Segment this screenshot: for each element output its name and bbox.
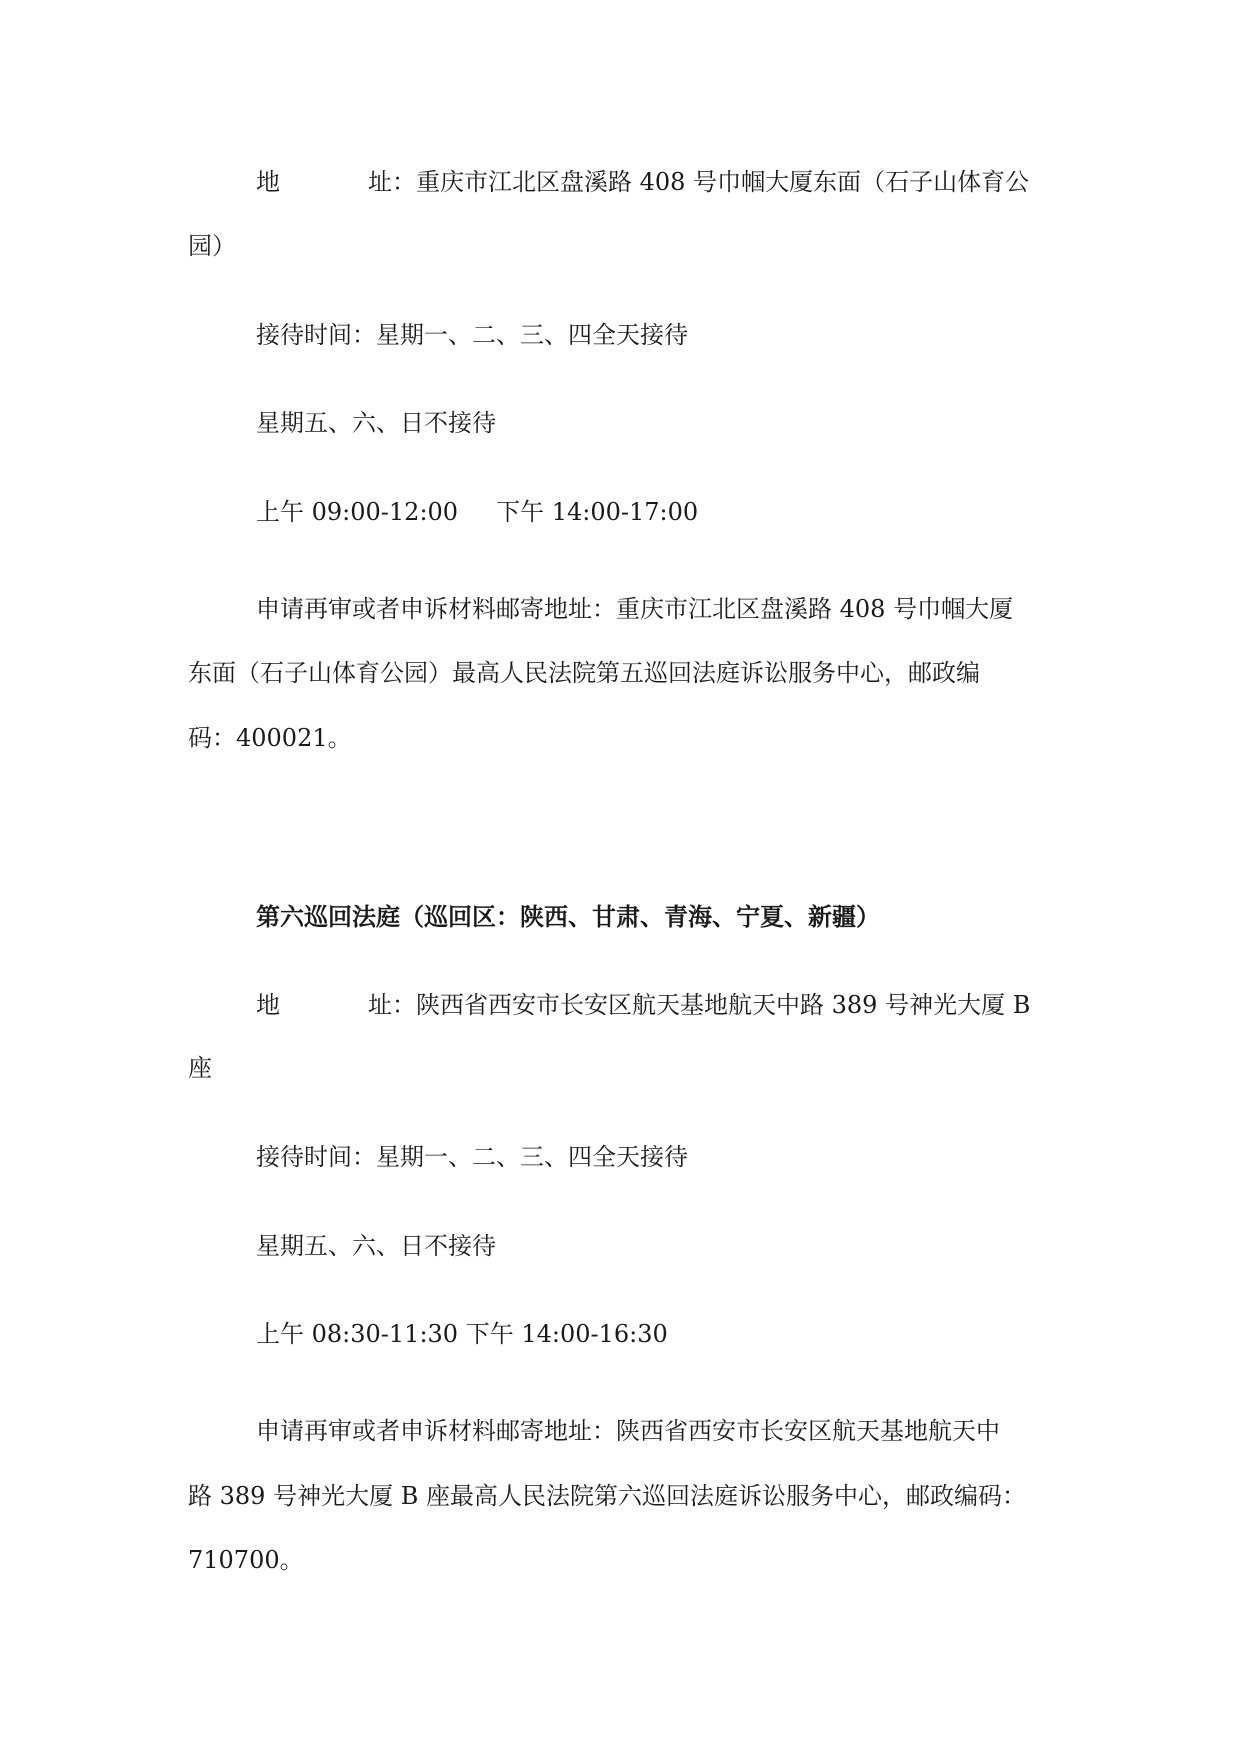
mail-address-line-3: 710700。 [188, 1546, 304, 1574]
section-heading: 第六巡回法庭（巡回区：陕西、甘肃、青海、宁夏、新疆） [256, 902, 880, 931]
address-line [256, 989, 1030, 1021]
address-label-char-2: 址： [368, 991, 416, 1019]
mail-address-line-3: 码：400021。 [188, 724, 352, 752]
closed-days: 星期五、六、日不接待 [256, 1232, 496, 1260]
afternoon-hours: 下午 14:00-17:00 [496, 498, 699, 526]
address-label-char-1: 地 [256, 991, 280, 1019]
address-continuation: 座 [188, 1054, 212, 1082]
address-continuation: 园） [188, 232, 236, 260]
address-text: 重庆市江北区盘溪路 408 号巾帼大厦东面（石子山体育公 [416, 168, 1030, 196]
reception-hours [256, 496, 698, 528]
address-label-char-2: 址： [368, 168, 416, 196]
morning-hours: 上午 09:00-12:00 [256, 498, 459, 526]
closed-days: 星期五、六、日不接待 [256, 409, 496, 437]
mail-address-line-2: 东面（石子山体育公园）最高人民法院第五巡回法庭诉讼服务中心，邮政编 [188, 659, 980, 687]
address-line [256, 166, 1029, 198]
mail-address-line-1: 申请再审或者申诉材料邮寄地址：重庆市江北区盘溪路 408 号巾帼大厦 [256, 595, 1014, 623]
reception-days: 接待时间：星期一、二、三、四全天接待 [256, 1143, 688, 1171]
reception-days: 接待时间：星期一、二、三、四全天接待 [256, 321, 688, 349]
mail-address-line-1: 申请再审或者申诉材料邮寄地址：陕西省西安市长安区航天基地航天中 [256, 1417, 1000, 1445]
mail-address-line-2: 路 389 号神光大厦 B 座最高人民法院第六巡回法庭诉讼服务中心，邮政编码： [188, 1482, 1026, 1510]
address-label-char-1: 地 [256, 168, 280, 196]
reception-hours: 上午 08:30-11:30 下午 14:00-16:30 [256, 1320, 668, 1348]
address-text: 陕西省西安市长安区航天基地航天中路 389 号神光大厦 B [416, 991, 1031, 1019]
